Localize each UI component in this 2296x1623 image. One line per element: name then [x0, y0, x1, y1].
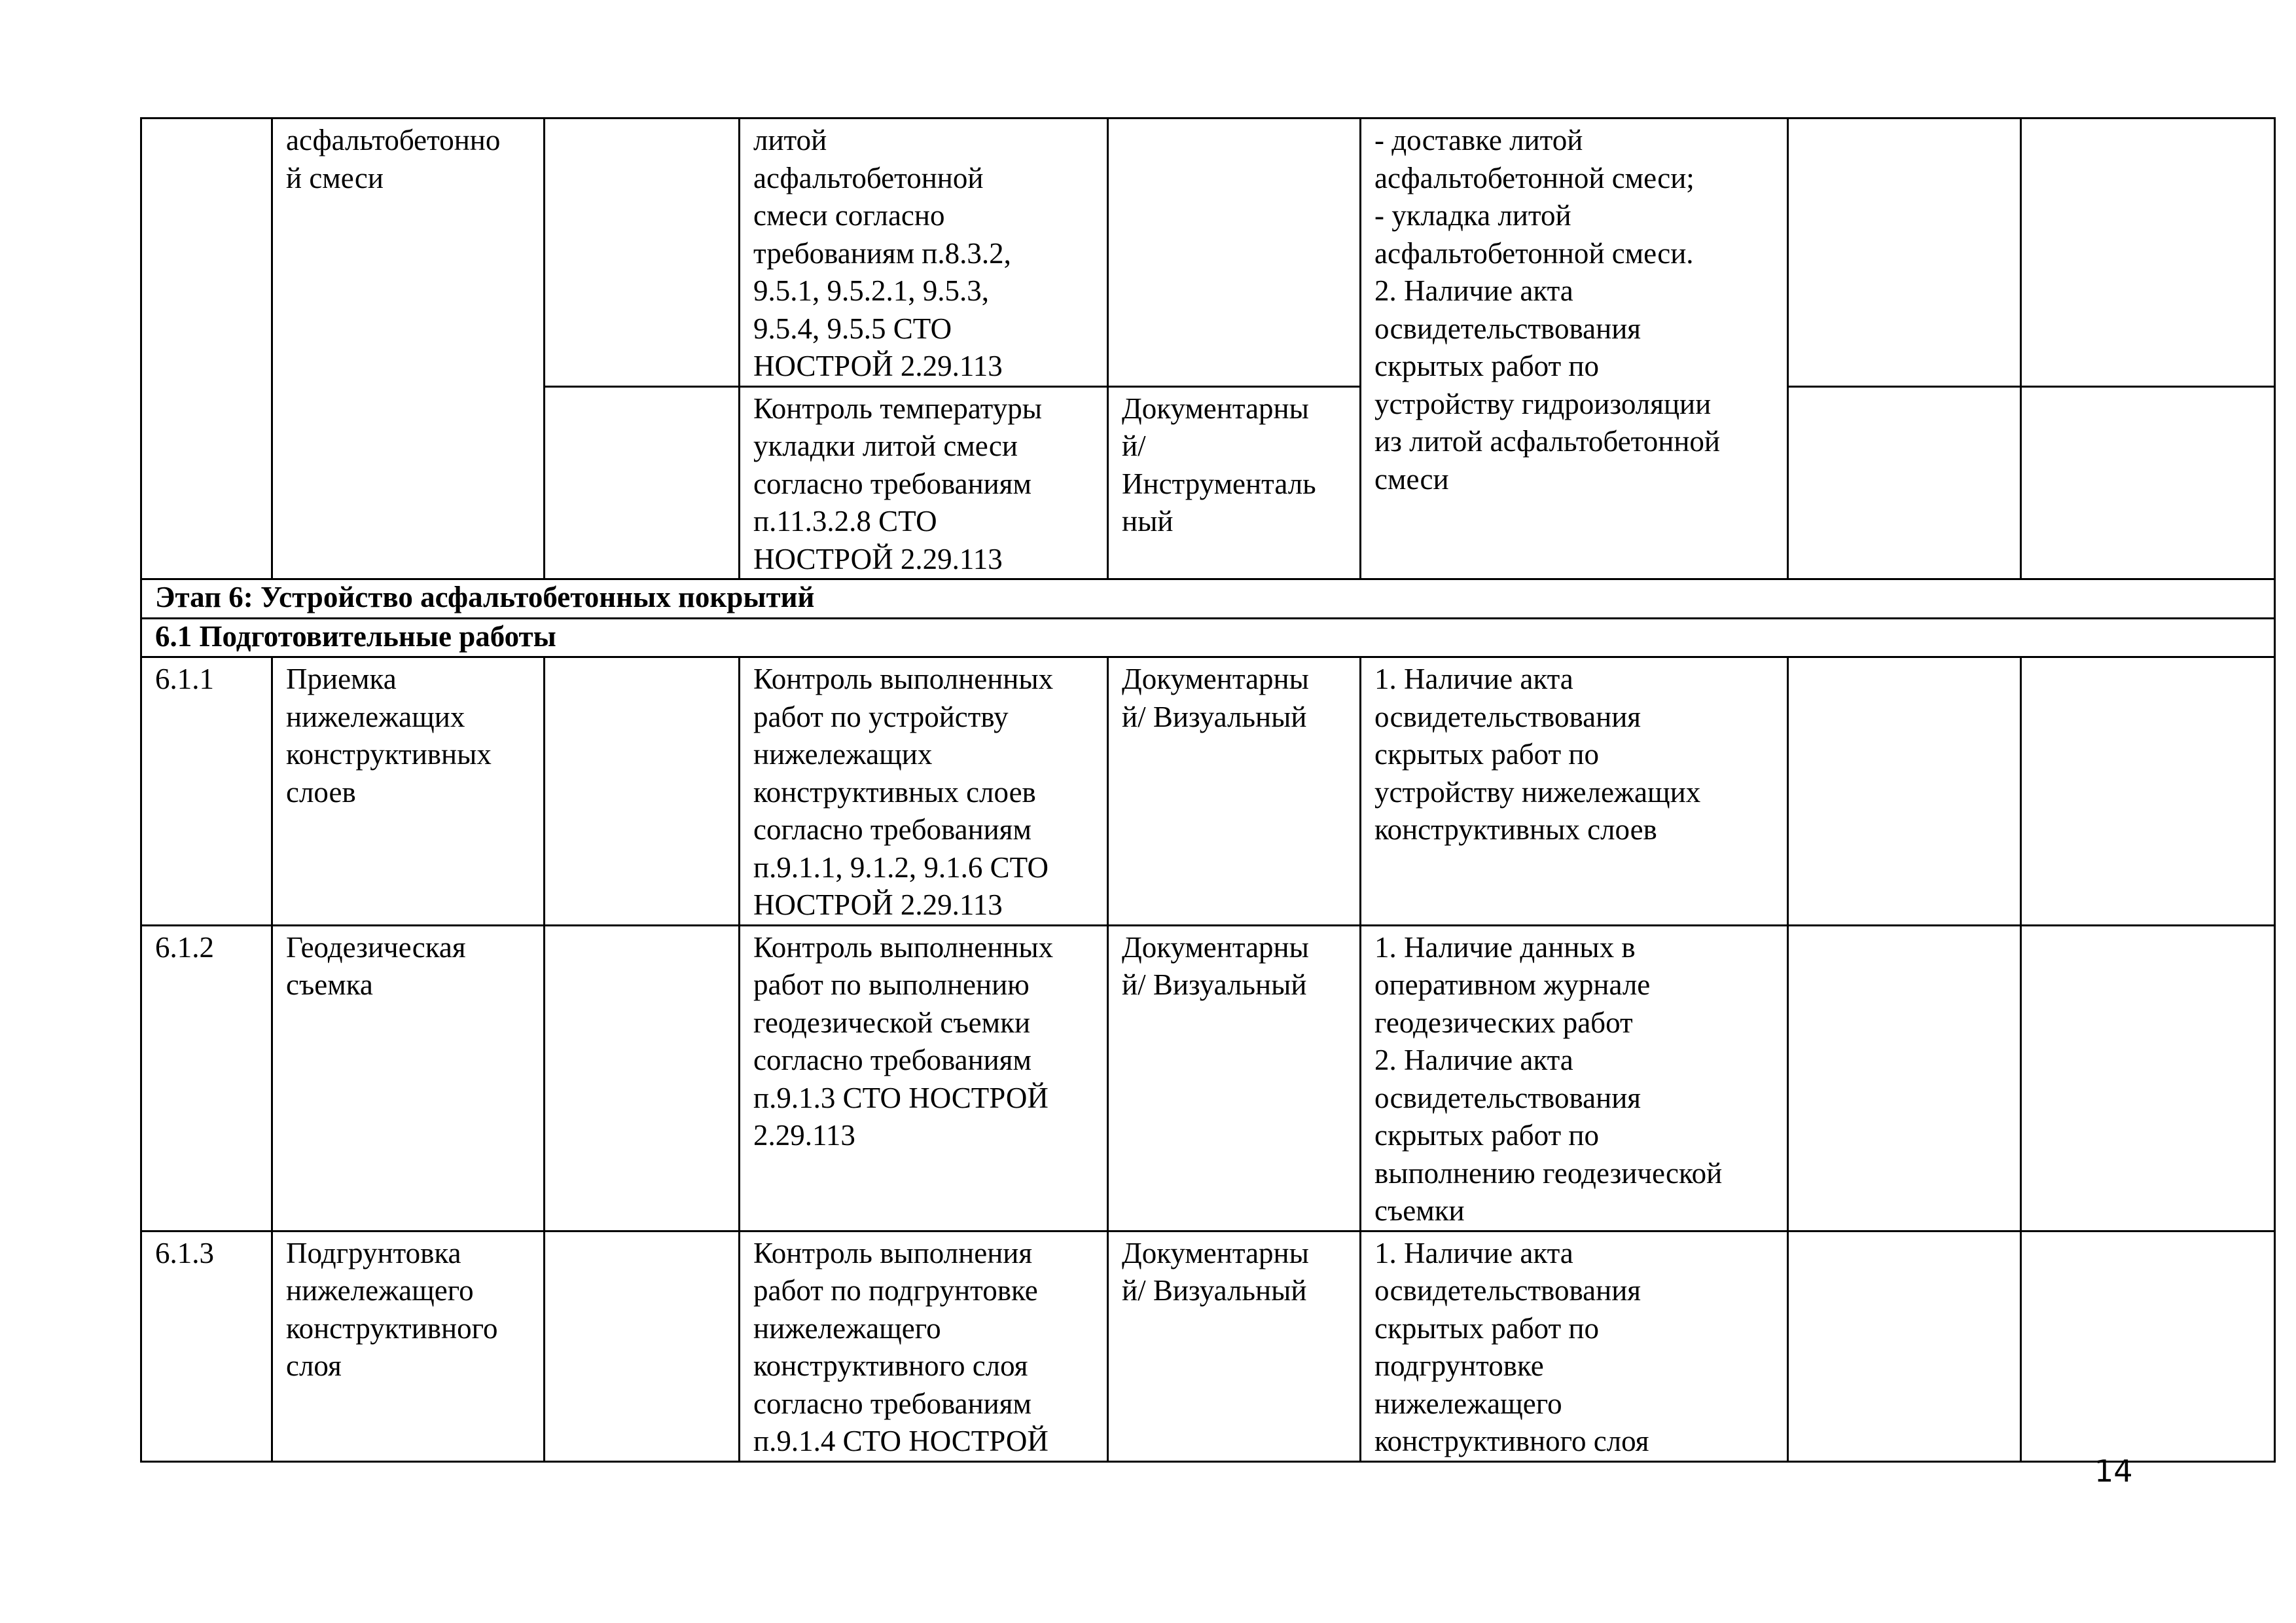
cell-number [141, 119, 272, 579]
cell-method: Документарны й/ Визуальный [1108, 1231, 1361, 1461]
cell-documents: 1. Наличие данных в оперативном журнале геодезических работ 2. Наличие акта освидетельствования скрытых работ по выполнению геодезической съемки [1361, 925, 1788, 1231]
cell-method [1108, 119, 1361, 387]
cell-empty [2021, 925, 2275, 1231]
cell-documents: 1. Наличие акта освидетельствования скрытых работ по устройству нижележащих конструктивных слоев [1361, 657, 1788, 926]
cell-empty [1788, 119, 2021, 387]
cell-work-name: асфальтобетонно й смеси [272, 119, 545, 579]
cell-requirement: Контроль выполненных работ по устройству нижележащих конструктивных слоев согласно требованиям п.9.1.1, 9.1.2, 9.1.6 СТО НОСТРОЙ 2.29.113 [740, 657, 1108, 926]
cell-empty [545, 386, 740, 579]
page-number: 14 [2094, 1453, 2133, 1489]
cell-work-name: Геодезическая съемка [272, 925, 545, 1231]
cell-requirement: Контроль температуры укладки литой смеси согласно требованиям п.11.3.2.8 СТО НОСТРОЙ 2.29.113 [740, 386, 1108, 579]
cell-number: 6.1.3 [141, 1231, 272, 1461]
cell-method: Документарны й/ Инструменталь ный [1108, 386, 1361, 579]
cell-empty [545, 925, 740, 1231]
cell-documents: 1. Наличие акта освидетельствования скрытых работ по подгрунтовке нижележащего конструктивного слоя [1361, 1231, 1788, 1461]
cell-empty [1788, 1231, 2021, 1461]
cell-method: Документарны й/ Визуальный [1108, 657, 1361, 926]
cell-number: 6.1.2 [141, 925, 272, 1231]
cell-work-name: Приемка нижележащих конструктивных слоев [272, 657, 545, 926]
cell-empty [2021, 657, 2275, 926]
cell-requirement: Контроль выполненных работ по выполнению геодезической съемки согласно требованиям п.9.1.3 СТО НОСТРОЙ 2.29.113 [740, 925, 1108, 1231]
cell-empty [545, 1231, 740, 1461]
inspection-table [140, 117, 2276, 1463]
section-title: 6.1 Подготовительные работы [141, 619, 2275, 657]
cell-number: 6.1.1 [141, 657, 272, 926]
cell-empty [2021, 386, 2275, 579]
cell-empty [2021, 119, 2275, 387]
cell-empty [1788, 386, 2021, 579]
section-heading-row [141, 619, 2275, 657]
table-row-continuation [141, 119, 2275, 387]
stage-title: Этап 6: Устройство асфальтобетонных покрытий [141, 579, 2275, 619]
stage-heading-row [141, 579, 2275, 619]
cell-method: Документарны й/ Визуальный [1108, 925, 1361, 1231]
table-row [141, 925, 2275, 1231]
cell-empty [545, 657, 740, 926]
cell-requirement: литой асфальтобетонной смеси согласно требованиям п.8.3.2, 9.5.1, 9.5.2.1, 9.5.3, 9.5.4, 9.5.5 СТО НОСТРОЙ 2.29.113 [740, 119, 1108, 387]
table-row [141, 657, 2275, 926]
cell-empty [545, 119, 740, 387]
cell-work-name: Подгрунтовка нижележащего конструктивного слоя [272, 1231, 545, 1461]
cell-empty [2021, 1231, 2275, 1461]
cell-requirement: Контроль выполнения работ по подгрунтовке нижележащего конструктивного слоя согласно требованиям п.9.1.4 СТО НОСТРОЙ [740, 1231, 1108, 1461]
cell-empty [1788, 657, 2021, 926]
table-row [141, 1231, 2275, 1461]
cell-empty [1788, 925, 2021, 1231]
cell-documents: - доставке литой асфальтобетонной смеси; - укладка литой асфальтобетонной смеси. 2. Наличие акта освидетельствования скрытых работ по устройству гидроизоляции из литой асфальтобетонной смеси [1361, 119, 1788, 579]
